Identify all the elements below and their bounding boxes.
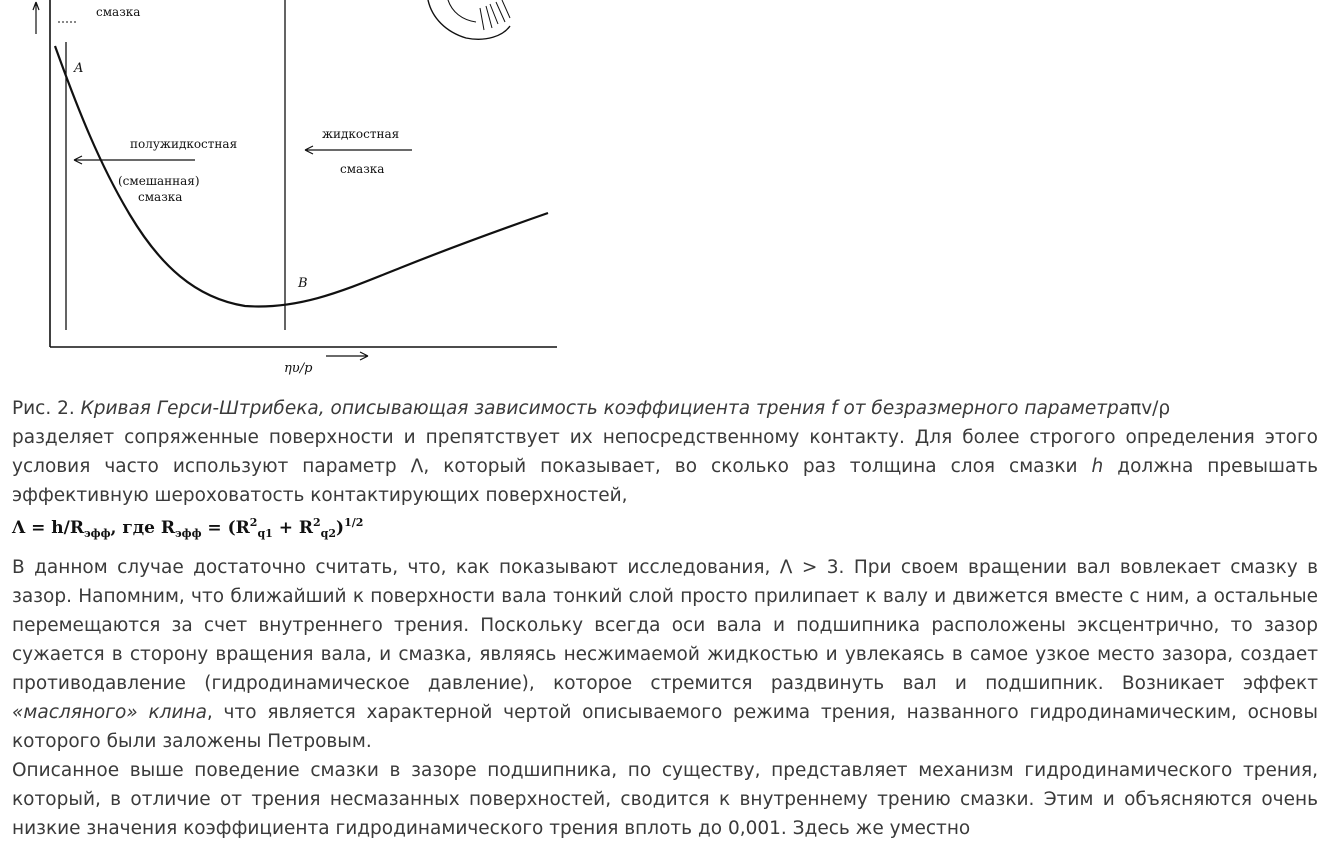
paragraph-oil-wedge-end: , что является характерной чертой описываемого режима трения, названного гидродинамическим, основы которого были заложены Петровым. bbox=[12, 702, 1318, 752]
paragraph-lambda-end: должна превышать эффективную шероховатость контактирующих поверхностей, bbox=[12, 456, 1318, 506]
caption-middle: от безразмерного параметра bbox=[843, 398, 1131, 419]
formula-sup-2: 2 bbox=[313, 516, 321, 529]
bearing-sketch-inner bbox=[448, 0, 476, 22]
figure-caption bbox=[12, 394, 1318, 423]
formula-equals: = (R bbox=[201, 518, 250, 538]
formula-lhs: Λ = h/R bbox=[12, 518, 84, 538]
point-a-label: A bbox=[74, 61, 84, 76]
paragraph-oil-wedge-text: В данном случае достаточно считать, что, как показывают исследования, Λ > 3. При своем вращении вал вовлекает смазку в зазор. Напомним, что ближайший к поверхности вала тонкий слой просто прилипает к валу и движется вместе с ним, а остальные перемещаются за счет внутреннего трения. Поскольку всегда оси вала и подшипника расположены эксцентрично, то зазор сужается в сторону вращения вала, и смазка, являясь несжимаемой жидкостью и увлекаясь в самое узкое место зазора, создает противодавление (гидродинамическое давление), которое стремится раздвинуть вал и подшипник. Возникает эффект bbox=[12, 557, 1318, 694]
paragraph-hydrodynamic: Описанное выше поведение смазки в зазоре подшипника, по существу, представляет механизм гидродинамического трения, который, в отличие от трения несмазанных поверхностей, сводится к внутреннему трению смазки. Этим и объясняются очень низкие значения коэффициента гидродинамического трения вплоть до 0,001. Здесь же уместно bbox=[12, 760, 1318, 839]
formula-plus: + R bbox=[272, 518, 314, 538]
lambda-formula bbox=[12, 510, 1318, 547]
x-axis-direction-arrow bbox=[326, 352, 368, 360]
formula-sup-1: 2 bbox=[249, 516, 258, 529]
left-region-arrow bbox=[74, 156, 195, 164]
article-text bbox=[12, 394, 1318, 843]
paragraph-lambda-text: разделяет сопряженные поверхности и препятствует их непосредственному контакту. Для более строгого определения этого условия часто используют параметр Λ, который показывает, во сколько раз толщина слоя смазки bbox=[12, 427, 1318, 477]
formula-sub-eff-2: эфф bbox=[174, 527, 202, 540]
right-region-label-2: смазка bbox=[340, 162, 385, 176]
formula-sub-q1: q1 bbox=[257, 527, 273, 540]
right-region-label-1: жидкостная bbox=[322, 127, 400, 141]
paragraph-oil-wedge bbox=[12, 553, 1318, 756]
caption-prefix: Рис. 2. bbox=[12, 398, 75, 419]
formula-sub-q2: q2 bbox=[320, 527, 337, 540]
formula-sub-eff: эфф bbox=[83, 527, 111, 540]
oil-wedge-term: «масляного» клина bbox=[12, 702, 207, 723]
left-region-label-2: (смешанная) bbox=[118, 174, 200, 188]
y-axis-arrowhead bbox=[33, 2, 39, 34]
symbol-h: h bbox=[1091, 456, 1104, 477]
formula-close: ) bbox=[336, 518, 345, 538]
left-region-label-1: полужидкостная bbox=[130, 137, 238, 151]
x-axis-label: ηυ/p bbox=[284, 361, 313, 376]
paragraph-lambda bbox=[12, 423, 1318, 510]
bearing-hatch bbox=[480, 0, 510, 30]
left-region-label-3: смазка bbox=[138, 190, 183, 204]
right-region-arrow bbox=[305, 146, 412, 154]
point-b-label: B bbox=[298, 276, 308, 291]
caption-symbol-f: f bbox=[831, 398, 838, 419]
stribeck-diagram bbox=[0, 0, 600, 392]
top-lubrication-label: смазка bbox=[96, 5, 141, 19]
formula-power: 1/2 bbox=[344, 516, 364, 529]
formula-where: , где R bbox=[110, 518, 175, 538]
caption-title: Кривая Герси-Штрибека, описывающая зависимость коэффициента трения bbox=[80, 398, 826, 419]
stribeck-figure bbox=[0, 0, 600, 392]
caption-param: πv/ρ bbox=[1130, 398, 1171, 419]
